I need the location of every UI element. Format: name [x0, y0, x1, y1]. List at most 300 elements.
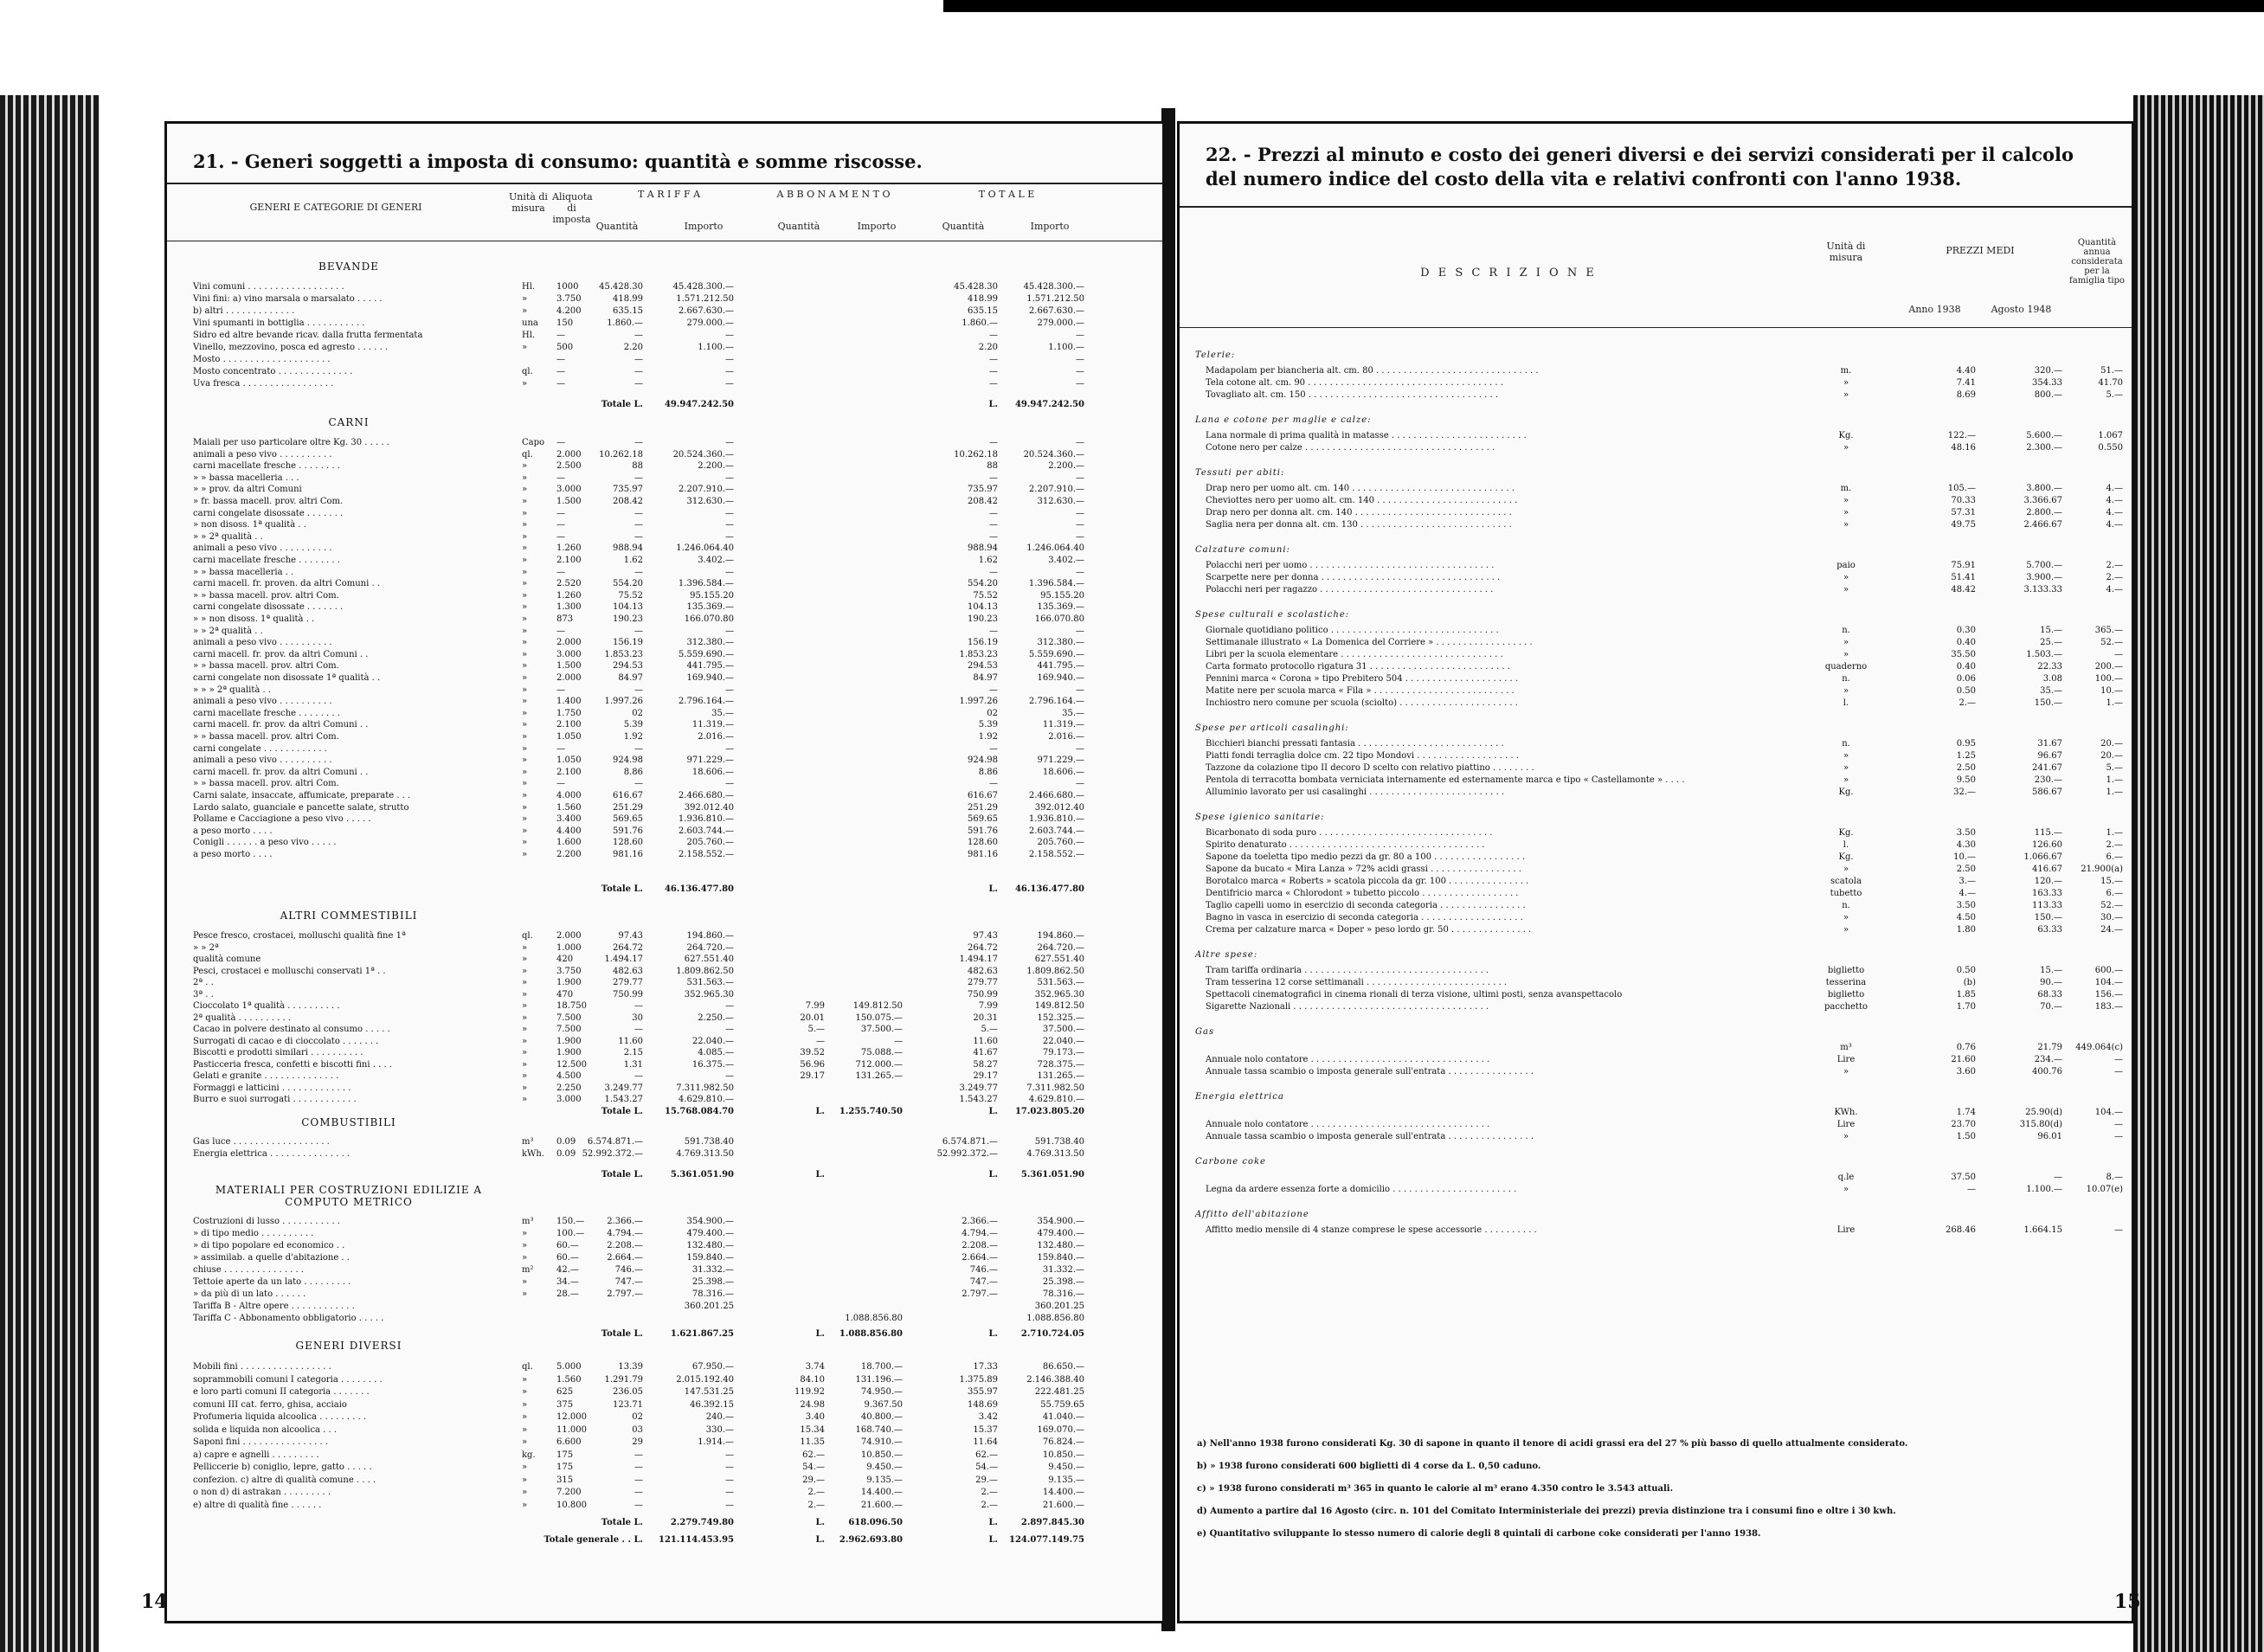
cell-xi: 2.016.—: [1048, 732, 1084, 742]
cell-unit: »: [522, 520, 528, 530]
cell-a: 21.60: [1951, 1055, 1976, 1064]
cell-ti: 78.316.—: [691, 1289, 734, 1299]
cell-xq: 988.94: [968, 543, 998, 554]
cell-ti: —: [725, 567, 734, 577]
cell-unit: »: [522, 626, 528, 636]
cell-a: 0.30: [1956, 626, 1976, 635]
cell-label: Tariffa C - Abbonamento obbligatorio . . . . .: [193, 1314, 384, 1323]
cell-tq: 616.67: [613, 791, 643, 800]
footnote: c) » 1938 furono considerati m³ 365 in quanto le calorie al m³ erano 4.350 contro le 3.543 attuali.: [1197, 1484, 1674, 1494]
total-xi: 49.947.242.50: [1014, 400, 1084, 409]
cell-xi: 14.400.—: [1042, 1488, 1084, 1497]
cell-unit: »: [522, 543, 528, 554]
cell-rate: 7.500: [556, 1012, 582, 1023]
left-page-number: 14: [141, 1591, 168, 1613]
cell-q: 100.—: [2094, 674, 2123, 684]
cell-tq: 635.15: [613, 306, 643, 316]
cell-unit: Kg.: [1838, 828, 1854, 838]
cell-a: 4.40: [1956, 366, 1976, 376]
cell-tq: 2.15: [623, 1048, 643, 1057]
table-row: [167, 802, 1162, 813]
cell-b: 15.—: [2040, 626, 2062, 635]
cell-ti: —: [725, 331, 734, 340]
cell-a: 70.33: [1951, 496, 1976, 505]
cell-unit: »: [1843, 1067, 1849, 1077]
scan-top-border: [943, 0, 2264, 12]
cell-xq: 294.53: [968, 661, 998, 672]
cell-b: 2.800.—: [2026, 508, 2062, 517]
cell-ti: 159.840.—: [686, 1253, 734, 1263]
cell-unit: »: [1843, 390, 1849, 400]
table-row: [167, 293, 1162, 305]
table-row: [167, 1059, 1162, 1070]
table-row: [167, 1487, 1162, 1498]
cell-xq: 5.—: [981, 1025, 998, 1034]
cell-xi: 1.936.810.—: [1028, 814, 1084, 825]
cell-a: 48.16: [1951, 443, 1976, 453]
cell-rate: 1.900: [556, 978, 582, 987]
cell-label: Tettoie aperte da un lato . . . . . . . . .: [193, 1277, 351, 1287]
cell-a: 0.50: [1956, 966, 1976, 975]
cell-unit: ql.: [522, 449, 533, 460]
cell-a: 2.—: [1958, 698, 1976, 708]
cell-xq: 635.15: [968, 306, 998, 316]
cell-b: 113.33: [2032, 901, 2062, 910]
cell-a: 0.95: [1956, 739, 1976, 749]
cell-rate: 11.000: [556, 1424, 587, 1435]
cell-ti: 240.—: [705, 1412, 734, 1422]
cell-rate: 3.000: [556, 649, 582, 659]
table-row: [167, 366, 1162, 377]
section-altri-commestibili: ALTRI COMMESTIBILI: [280, 910, 418, 922]
cell-label: » » non disoss. 1ª qualità . .: [193, 614, 315, 624]
table-row: [167, 813, 1162, 825]
cell-unit: »: [522, 1387, 528, 1397]
table-row: [167, 281, 1162, 292]
table-row: [167, 719, 1162, 730]
table-row: [167, 849, 1162, 860]
cell-b: 1.664.15: [2023, 1225, 2062, 1235]
cell-xq: 6.574.871.—: [942, 1137, 998, 1147]
cell-label: Tariffa B - Altre opere . . . . . . . . . . . .: [193, 1302, 355, 1311]
table-row: [167, 555, 1162, 566]
cell-unit: »: [1843, 775, 1849, 785]
cell-unit: »: [522, 1488, 528, 1497]
header-abbonamento-importo: Importo: [857, 221, 897, 232]
cell-unit: »: [1843, 686, 1849, 696]
cell-label: Pesci, crostacei e molluschi conservati 1ª . .: [193, 966, 386, 976]
cell-tq: 1.853.23: [604, 649, 643, 659]
cell-b: 315.80(d): [2019, 1120, 2062, 1129]
header-rate: Aliquota di imposta: [552, 191, 593, 225]
cell-unit: »: [522, 1475, 528, 1485]
cell-rate: 12.000: [556, 1412, 587, 1422]
cell-ti: —: [725, 1462, 734, 1472]
cell-unit: »: [1843, 378, 1849, 388]
cell-label: e) altre di qualità fine . . . . . .: [193, 1500, 322, 1510]
cell-tq: 591.76: [613, 826, 643, 836]
cell-a: 8.69: [1956, 390, 1976, 400]
cell-ti: 35.—: [711, 708, 734, 718]
cell-rate: 2.000: [556, 449, 582, 460]
cell-label: Crema per calzature marca « Doper » peso lordo gr. 50 . . . . . . . . . . . . . . .: [1206, 925, 1532, 935]
cell-ti: 7.311.982.50: [676, 1083, 734, 1093]
cell-rate: 150.—: [556, 1217, 585, 1226]
total-ti: 46.136.477.80: [664, 884, 734, 894]
total-xl: L.: [988, 1170, 998, 1180]
cell-a: 3.50: [1956, 828, 1976, 838]
cell-ti: 2.667.630.—: [678, 306, 734, 316]
cell-rate: 1.600: [556, 838, 582, 848]
cell-b: 90.—: [2040, 978, 2062, 987]
header-abbonamento-quantita: Quantità: [777, 221, 820, 232]
cell-ti: 2.250.—: [698, 1012, 734, 1023]
cell-label: » » bassa macell. prov. altri Com.: [193, 590, 339, 601]
cell-rate: 1.560: [556, 802, 582, 813]
table-row: [167, 1240, 1162, 1251]
cell-unit: »: [522, 306, 528, 316]
cell-label: 2ª qualità . . . . . . . . . .: [193, 1012, 292, 1023]
cell-unit: »: [522, 294, 528, 304]
cell-ti: —: [725, 438, 734, 447]
cell-label: b) altri . . . . . . . . . . . . .: [193, 306, 295, 316]
cell-unit: »: [1843, 508, 1849, 517]
total-xl: L.: [988, 884, 998, 894]
total-al: L.: [815, 1170, 825, 1180]
cell-b: 230.—: [2034, 775, 2062, 785]
cell-xi: 2.603.744.—: [1028, 826, 1084, 836]
table-row: [167, 1313, 1162, 1324]
cell-aq: 119.92: [794, 1387, 825, 1397]
cell-tq: 924.98: [613, 755, 643, 766]
cell-unit: quaderno: [1824, 662, 1868, 672]
cell-q: 1.067: [2098, 431, 2123, 440]
cell-ai: 74.950.—: [860, 1387, 903, 1397]
price-row: [1180, 673, 2132, 685]
cell-xi: 5.559.690.—: [1028, 649, 1084, 659]
price-row: [1180, 430, 2132, 441]
cell-label: Bicchieri bianchi pressati fantasia . . . . . . . . . . . . . . . . . . . . . . . . . . .: [1206, 739, 1504, 749]
cell-rate: 60.—: [556, 1241, 579, 1250]
cell-label: Alluminio lavorato per usi casalinghi . . . . . . . . . . . . . . . . . . . . . . . . .: [1206, 787, 1505, 797]
cell-label: » di tipo medio . . . . . . . . . .: [193, 1229, 314, 1238]
cell-label: carni macellate fresche . . . . . . . .: [193, 708, 340, 718]
cell-ti: —: [725, 1001, 734, 1011]
cell-xi: 4.629.810.—: [1028, 1095, 1084, 1104]
right-page: [1177, 121, 2141, 1623]
cell-ti: 20.524.360.—: [672, 449, 734, 460]
cell-xi: 2.796.164.—: [1028, 697, 1084, 707]
cell-label: » » prov. da altri Comuni: [193, 485, 302, 495]
cell-xi: 1.246.064.40: [1026, 543, 1084, 554]
cell-tq: 2.20: [623, 343, 643, 352]
cell-b: 3.800.—: [2026, 484, 2062, 493]
cell-xi: 591.738.40: [1034, 1137, 1084, 1147]
cell-ti: 1.809.862.50: [676, 966, 734, 976]
cell-label: confezion. c) altre di qualità comune . . . .: [193, 1475, 376, 1485]
cell-xi: —: [1076, 685, 1084, 695]
cell-unit: »: [522, 1424, 528, 1435]
cell-xq: 190.23: [968, 614, 998, 624]
cell-q: 20.—: [2100, 751, 2123, 761]
cell-aq: 2.—: [807, 1488, 825, 1497]
cell-label: Gas luce . . . . . . . . . . . . . . . . . .: [193, 1137, 330, 1147]
cell-xq: 156.19: [968, 638, 998, 648]
total-xi: 124.077.149.75: [1009, 1535, 1084, 1545]
table-row: [167, 1036, 1162, 1047]
cell-unit: »: [522, 1462, 528, 1472]
cell-xi: —: [1076, 472, 1084, 483]
total-label: Totale L.: [601, 1329, 643, 1339]
total-ti: 15.768.084.70: [664, 1107, 734, 1116]
price-row: [1180, 365, 2132, 376]
cell-aq: 62.—: [802, 1450, 825, 1460]
cell-ti: 25.398.—: [691, 1277, 734, 1287]
cell-label: Dentifricio marca « Chlorodont » tubetto piccolo . . . . . . . . . . . . . . . . . .: [1206, 889, 1519, 898]
table-row: [167, 1386, 1162, 1398]
cell-unit: »: [522, 1399, 528, 1410]
cell-ti: —: [725, 1475, 734, 1485]
cell-q: 449.064(c): [2075, 1043, 2123, 1052]
cell-xi: 166.070.80: [1034, 614, 1084, 624]
cell-unit: »: [522, 743, 528, 754]
cell-unit: Lire: [1836, 1225, 1856, 1235]
cell-label: » » 2ª qualità . .: [193, 531, 263, 542]
cell-xi: 2.146.388.40: [1026, 1374, 1084, 1385]
cell-label: Borotalco marca « Roberts » scatola piccola da gr. 100 . . . . . . . . . . . . . . .: [1206, 877, 1529, 886]
cell-aq: 84.10: [800, 1374, 825, 1385]
cell-ti: —: [725, 379, 734, 389]
cell-b: 96.01: [2037, 1132, 2062, 1141]
cell-xi: —: [1076, 743, 1084, 754]
total-xi: 5.361.051.90: [1020, 1170, 1084, 1180]
cell-q: 8.—: [2106, 1173, 2123, 1182]
category-heading: Telerie:: [1195, 350, 1236, 360]
cell-unit: »: [522, 779, 528, 789]
cell-q: 5.—: [2106, 763, 2123, 773]
cell-a: 1.70: [1956, 1002, 1976, 1012]
cell-label: » da più di un lato . . . . . .: [193, 1289, 306, 1299]
cell-tq: 13.39: [618, 1362, 643, 1372]
cell-label: Lardo salato, guanciale e pancette salate, strutto: [193, 802, 409, 813]
cell-xi: 37.500.—: [1042, 1025, 1084, 1034]
cell-label: Giornale quotidiano politico . . . . . . . . . . . . . . . . . . . . . . . . . . . . . . .: [1206, 626, 1499, 635]
cell-q: 1.—: [2106, 828, 2123, 838]
cell-q: 1.—: [2106, 775, 2123, 785]
cell-rate: 3.000: [556, 485, 582, 495]
table-row: [167, 1000, 1162, 1012]
cell-label: Pasticceria fresca, confetti e biscotti fini . . . .: [193, 1059, 392, 1070]
cell-rate: 2.000: [556, 673, 582, 683]
cell-rate: 2.100: [556, 556, 582, 565]
cell-b: 3.900.—: [2026, 573, 2062, 582]
cell-tq: 746.—: [614, 1265, 643, 1275]
cell-tq: 2.797.—: [607, 1289, 643, 1299]
cell-rate: 5.000: [556, 1362, 582, 1372]
cell-tq: 128.60: [613, 838, 643, 848]
cell-label: Bagno in vasca in esercizio di seconda categoria . . . . . . . . . . . . . . . . . . .: [1206, 913, 1523, 922]
cell-xi: 2.667.630.—: [1028, 306, 1084, 316]
cell-ti: —: [725, 1488, 734, 1497]
cell-label: Madapolam per biancheria alt. cm. 80 . . . . . . . . . . . . . . . . . . . . . . . . . . . . . .: [1206, 366, 1539, 376]
cell-rate: —: [556, 438, 565, 447]
cell-label: Pentola di terracotta bombata verniciata internamente ed esternamente marca e tipo « Castellamonte » . . . .: [1206, 775, 1685, 785]
cell-label: Pelliccerie b) coniglio, lepre, gatto . . . . .: [193, 1462, 372, 1472]
cell-ai: 21.600.—: [860, 1500, 903, 1510]
cell-ti: 166.070.80: [684, 614, 734, 624]
price-row: [1180, 483, 2132, 494]
cell-rate: 42.—: [556, 1265, 579, 1275]
header-unita: Unità di misura: [1826, 241, 1866, 263]
cell-tq: 1.62: [623, 556, 643, 565]
cell-q: 600.—: [2094, 966, 2123, 975]
table-row: [167, 318, 1162, 329]
cell-label: carni congelate disossate . . . . . . .: [193, 508, 344, 518]
cell-ti: 16.375.—: [691, 1059, 734, 1070]
left-page: [141, 121, 1165, 1623]
cell-xq: 20.31: [973, 1012, 998, 1023]
price-row: [1180, 876, 2132, 887]
cell-tq: 156.19: [613, 638, 643, 648]
table-row: [167, 1399, 1162, 1411]
price-row: [1180, 1001, 2132, 1012]
cell-xq: 1.997.26: [959, 697, 998, 707]
price-row: [1180, 507, 2132, 518]
cell-aq: 39.52: [800, 1048, 825, 1057]
cell-unit: »: [522, 1001, 528, 1011]
cell-xq: 554.20: [968, 579, 998, 589]
cell-rate: 1.750: [556, 708, 582, 718]
cell-xi: —: [1076, 531, 1084, 542]
cell-unit: »: [522, 1412, 528, 1422]
table-row: [167, 484, 1162, 495]
cell-xi: 441.795.—: [1037, 661, 1084, 672]
footnote: b) » 1938 furono considerati 600 biglietti di 4 corse da L. 0,50 caduno.: [1197, 1462, 1541, 1471]
cell-label: Burro e suoi surrogati . . . . . . . . . . . .: [193, 1095, 357, 1104]
cell-label: Sapone da toeletta tipo medio pezzi da gr. 80 a 100 . . . . . . . . . . . . . . . . .: [1206, 852, 1526, 862]
cell-xi: 222.481.25: [1034, 1387, 1084, 1397]
table-row: [167, 1136, 1162, 1147]
cell-rate: 4.500: [556, 1071, 582, 1081]
cell-label: Affitto medio mensile di 4 stanze comprese le spese accessorie . . . . . . . . . .: [1206, 1225, 1537, 1235]
cell-unit: »: [1843, 763, 1849, 773]
cell-unit: »: [1843, 1132, 1849, 1141]
cell-b: 31.67: [2037, 739, 2062, 749]
cell-b: 25.90(d): [2025, 1108, 2062, 1117]
cell-unit: n.: [1842, 674, 1850, 684]
price-row: [1180, 852, 2132, 863]
cell-label: Annuale tassa scambio o imposta generale sull'entrata . . . . . . . . . . . . . . . .: [1206, 1132, 1534, 1141]
cell-rate: 175: [556, 1450, 574, 1460]
cell-ti: 312.380.—: [686, 638, 734, 648]
cell-ti: 11.319.—: [691, 720, 734, 730]
cell-ai: —: [894, 1036, 903, 1046]
cell-rate: 2.250: [556, 1083, 582, 1093]
table-row: [167, 1289, 1162, 1300]
cell-ai: 74.910.—: [860, 1437, 903, 1447]
cell-xq: 746.—: [969, 1265, 998, 1275]
cell-ti: 392.012.40: [684, 802, 734, 813]
cell-xi: 3.402.—: [1048, 556, 1084, 565]
cell-b: 234.—: [2034, 1055, 2062, 1064]
cell-label: 2ª . .: [193, 978, 214, 987]
cell-rate: 3.750: [556, 966, 582, 976]
cell-unit: »: [522, 1229, 528, 1238]
total-label: Totale L.: [601, 884, 643, 894]
table-row: [167, 649, 1162, 660]
table-row: [167, 626, 1162, 637]
cell-q: 20.—: [2100, 739, 2123, 749]
cell-xq: —: [989, 626, 998, 636]
price-row: [1180, 389, 2132, 401]
cell-xi: 31.332.—: [1042, 1265, 1084, 1275]
cell-rate: 12.500: [556, 1059, 587, 1070]
price-row: [1180, 377, 2132, 389]
cell-ai: 18.700.—: [860, 1362, 903, 1372]
cell-xi: 78.316.—: [1042, 1289, 1084, 1299]
cell-label: Tela cotone alt. cm. 90 . . . . . . . . . . . . . . . . . . . . . . . . . . . . . . . . . . . .: [1206, 378, 1503, 388]
cell-unit: »: [1843, 496, 1849, 505]
table-row: [167, 449, 1162, 460]
table-row: [167, 578, 1162, 589]
cell-label: carni macell. fr. prov. da altri Comuni . .: [193, 767, 369, 777]
cell-xi: 531.563.—: [1037, 978, 1084, 987]
table-row: [167, 1374, 1162, 1385]
cell-xi: 9.135.—: [1048, 1475, 1084, 1485]
cell-unit: biglietto: [1827, 966, 1865, 975]
cell-label: Vini spumanti in bottiglia . . . . . . . . . . .: [193, 318, 365, 328]
cell-q: 104.—: [2094, 978, 2123, 987]
cell-xi: 76.824.—: [1042, 1437, 1084, 1447]
cell-q: 200.—: [2094, 662, 2123, 672]
cell-ti: 971.229.—: [686, 755, 734, 766]
cell-b: 120.—: [2034, 877, 2062, 886]
cell-unit: »: [522, 1095, 528, 1104]
cell-a: 10.—: [1953, 852, 1976, 862]
cell-xq: 981.16: [968, 850, 998, 859]
cell-rate: 10.800: [556, 1500, 587, 1510]
header-tariffa: T A R I F F A: [637, 189, 701, 200]
cell-label: » » bassa macell. prov. altri Com.: [193, 661, 339, 672]
cell-label: Pesce fresco, crostacei, molluschi qualità fine 1ª: [193, 931, 406, 941]
cell-xi: 2.466.680.—: [1028, 791, 1084, 800]
cell-tq: —: [634, 367, 643, 376]
cell-rate: 625: [556, 1387, 574, 1397]
cell-ti: 194.860.—: [686, 931, 734, 941]
cell-label: animali a peso vivo . . . . . . . . . .: [193, 697, 332, 707]
cell-tq: 1.494.17: [604, 955, 643, 964]
cell-rate: 34.—: [556, 1277, 579, 1287]
cell-tq: 02: [632, 708, 643, 718]
cell-tq: 981.16: [613, 850, 643, 859]
table-row: [167, 508, 1162, 519]
cell-unit: »: [522, 1500, 528, 1510]
cell-xq: —: [989, 685, 998, 695]
total-row: [167, 1328, 1162, 1340]
table-row: [167, 1411, 1162, 1423]
cell-rate: 1.500: [556, 661, 582, 672]
table-row: [167, 1437, 1162, 1448]
table-row: [167, 1301, 1162, 1312]
cell-b: 1.503.—: [2026, 650, 2062, 659]
cell-label: Sidro ed altre bevande ricav. dalla frutta fermentata: [193, 331, 423, 340]
cell-ti: 354.900.—: [686, 1217, 734, 1226]
cell-xi: 9.450.—: [1048, 1462, 1084, 1472]
cell-xq: 2.797.—: [962, 1289, 998, 1299]
cell-q: 4.—: [2106, 484, 2123, 493]
cell-label: animali a peso vivo . . . . . . . . . .: [193, 449, 332, 460]
cell-rate: 873: [556, 614, 574, 624]
